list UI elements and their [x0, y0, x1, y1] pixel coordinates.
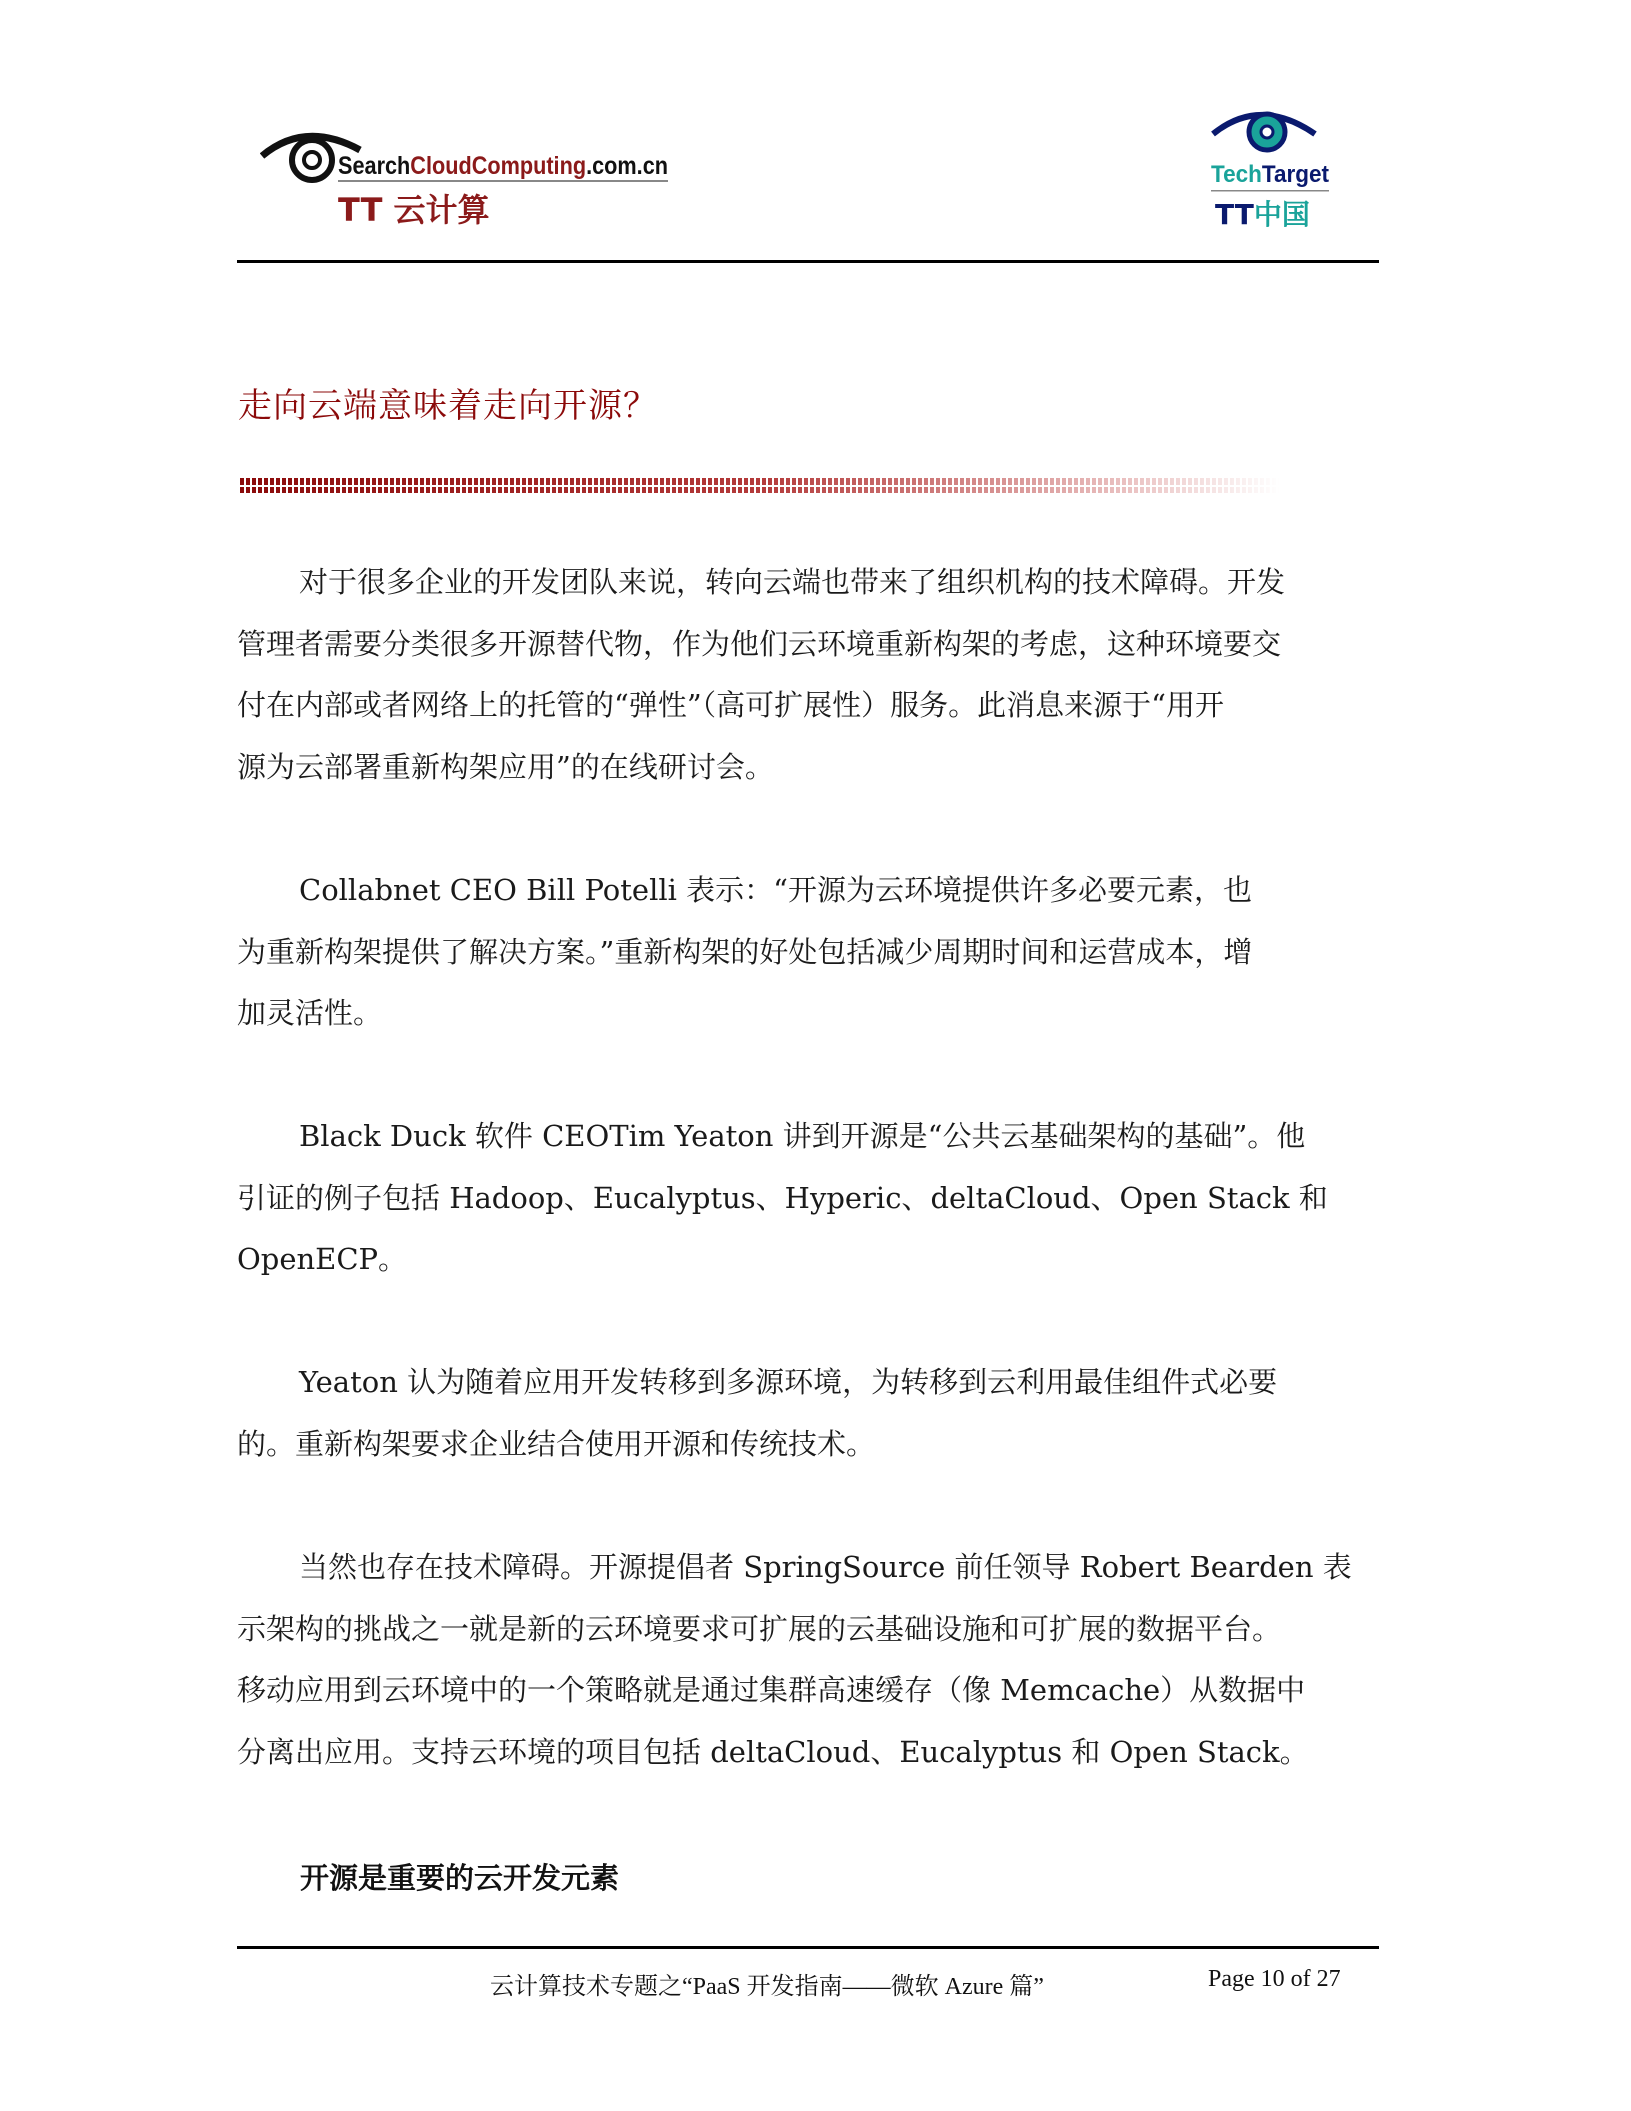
paragraph-2	[237, 860, 1382, 1045]
text-line: Collabnet CEO Bill Potelli 表示：“开源为云环境提供许多必要元素，也	[299, 873, 1252, 907]
title-decorative-bar	[240, 478, 1280, 493]
text-line: 加灵活性。	[237, 996, 383, 1030]
text-line: 的。重新构架要求企业结合使用开源和传统技术。	[237, 1426, 876, 1461]
text-line: Yeaton 认为随着应用开发转移到多源环境，为转移到云利用最佳组件式必要	[299, 1365, 1278, 1399]
section-subheading: 开源是重要的云开发元素	[300, 1861, 620, 1895]
text-line: 当然也存在技术障碍。开源提倡者 SpringSource 前任领导 Robert Bearden 表	[299, 1550, 1352, 1584]
text-line: 移动应用到云环境中的一个策略就是通过集群高速缓存（像 Memcache）从数据中	[237, 1673, 1306, 1707]
article-title: 走向云端意味着走向开源？	[238, 386, 658, 426]
text-line: 为重新构架提供了解决方案。”重新构架的好处包括减少周期时间和运营成本，增	[237, 934, 1253, 969]
page-number: Page 10 of 27	[1208, 1966, 1341, 1992]
svg-text:TT中国: TT中国	[1215, 198, 1310, 231]
text-line: 付在内部或者网络上的托管的“弹性”（高可扩展性）服务。此消息来源于“用开	[237, 688, 1224, 722]
techtarget-logo	[1205, 104, 1335, 234]
text-line: 源为云部署重新构架应用”的在线研讨会。	[237, 749, 774, 784]
svg-text:TechTarget: TechTarget	[1211, 161, 1334, 188]
text-line: 对于很多企业的开发团队来说，转向云端也带来了组织机构的技术障碍。开发	[299, 565, 1286, 599]
svg-text:TT 云计算: TT 云计算	[338, 191, 490, 229]
paragraph-4	[237, 1352, 1382, 1475]
text-line: 示架构的挑战之一就是新的云环境要求可扩展的云基础设施和可扩展的数据平台。	[237, 1611, 1282, 1646]
text-line: 管理者需要分类很多开源替代物，作为他们云环境重新构架的考虑，这种环境要交	[237, 626, 1282, 661]
text-line: 分离出应用。支持云环境的项目包括 deltaCloud、Eucalyptus 和 Open Stack。	[237, 1734, 1309, 1769]
paragraph-1	[237, 552, 1382, 798]
paragraph-3	[237, 1106, 1382, 1291]
searchcloudcomputing-logo	[260, 128, 680, 238]
text-line: Black Duck 软件 CEOTim Yeaton 讲到开源是“公共云基础架构的基础”。他	[299, 1119, 1306, 1153]
footer-document-title: 云计算技术专题之“PaaS 开发指南——微软 Azure 篇”	[490, 1974, 1044, 2000]
header-divider	[237, 260, 1379, 263]
text-line: 引证的例子包括 Hadoop、Eucalyptus、Hyperic、deltaCloud、Open Stack 和	[237, 1180, 1328, 1215]
svg-text:SearchCloudComputing.com.cn: SearchCloudComputing.com.cn	[338, 152, 680, 180]
footer-divider	[237, 1946, 1379, 1949]
text-line: OpenECP。	[237, 1242, 408, 1276]
paragraph-5	[237, 1537, 1382, 1783]
